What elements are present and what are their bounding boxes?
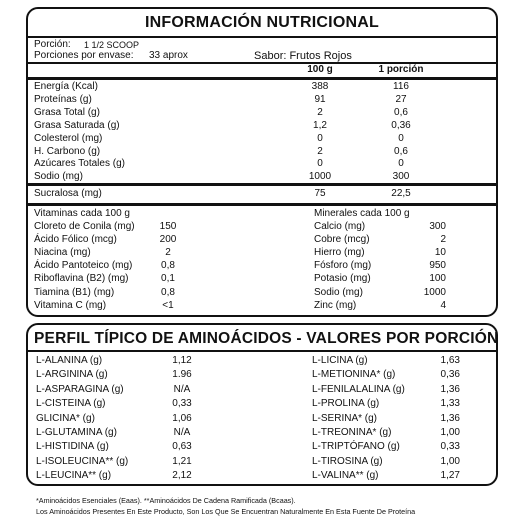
nutrient-value-100g: 0 [317, 158, 323, 170]
nutrient-value-100g: 1,2 [313, 119, 327, 131]
mineral-name: Cobre (mcg) [314, 234, 370, 246]
vitamin-value: <1 [162, 299, 174, 311]
amino-acid-name: L-ASPARAGINA (g) [36, 383, 124, 395]
amino-acid-value: N/A [173, 383, 191, 395]
amino-acid-value: 0,33 [172, 398, 192, 410]
amino-acid-name: L-TREONINA* (g) [312, 427, 392, 438]
column-header-100g: 100 g [307, 64, 333, 75]
macro-bottom-divider [28, 183, 496, 186]
nutrient-value-100g: 388 [311, 81, 329, 92]
mineral-name: Zinc (mg) [314, 299, 357, 311]
serving-value: 1 1/2 SCOOP [84, 40, 140, 50]
vitamin-value: 0,8 [161, 260, 175, 272]
footnote-abbreviations: *Aminoácidos Esenciales (Eaas). **Aminoácidos De Cadena Ramificada (Bcaas). [36, 496, 296, 505]
vitamin-value: 150 [159, 221, 177, 232]
vitamin-name: Ácido Pantoteico (mg) [34, 260, 133, 272]
nutrient-name: Colesterol (mg) [34, 132, 103, 144]
amino-acid-value: 1,36 [440, 383, 460, 395]
title-divider [28, 36, 496, 38]
vitamin-name: Vitamina C (mg) [34, 299, 107, 311]
vitamin-name: Tiamina (B1) (mg) [34, 286, 115, 298]
amino-acid-name: L-HISTIDINA (g) [36, 441, 109, 453]
amino-acid-value: N/A [173, 427, 191, 438]
amino-acid-value: 0,33 [440, 441, 460, 453]
nutrient-name: Azúcares Totales (g) [34, 158, 125, 170]
nutrient-value-portion: 0,6 [394, 106, 408, 118]
nutrient-value-portion: 0,36 [391, 119, 411, 131]
amino-acid-name: L-METIONINA* (g) [312, 369, 396, 381]
flavor-label: Sabor: Frutos Rojos [254, 50, 352, 62]
amino-acid-value: 1.96 [172, 369, 192, 381]
amino-acid-name: L-SERINA* (g) [312, 412, 378, 424]
mineral-name: Calcio (mg) [314, 221, 366, 232]
vitamin-name: Niacina (mg) [34, 247, 91, 259]
amino-acid-value: 1,33 [440, 398, 460, 410]
column-header-portion: 1 porción [378, 64, 424, 75]
mineral-name: Sodio (mg) [314, 286, 363, 298]
nutrition-title: INFORMACIÓN NUTRICIONAL [145, 14, 379, 31]
nutrient-name: Energía (Kcal) [34, 81, 98, 92]
nutrient-value-100g: 1000 [308, 171, 332, 183]
amino-acid-value: 1,27 [440, 470, 460, 482]
nutrient-name: Grasa Total (g) [34, 106, 100, 118]
servings-per-container-label: Porciones por envase: [34, 50, 134, 61]
amino-acid-value: 1,12 [172, 355, 192, 366]
vitamin-value: 0,1 [161, 273, 175, 285]
nutrient-name: Proteínas (g) [34, 93, 92, 105]
mineral-value: 100 [429, 273, 446, 285]
amino-acid-name: L-LEUCINA** (g) [36, 470, 112, 482]
nutrient-value-portion: 0 [398, 158, 404, 170]
amino-acid-value: 2,12 [172, 470, 192, 482]
sucralose-portion: 22,5 [391, 188, 411, 199]
vitamins-title: Vitaminas cada 100 g [34, 208, 130, 219]
amino-acid-name: L-CISTEINA (g) [36, 398, 106, 410]
vitamin-name: Ácido Fólico (mcg) [34, 234, 117, 246]
mineral-value: 950 [429, 260, 446, 272]
amino-acid-name: L-TIROSINA (g) [312, 455, 383, 467]
serving-label: Porción: [34, 39, 71, 50]
vitamin-name: Cloreto de Conila (mg) [34, 221, 135, 232]
nutrient-value-portion: 116 [393, 81, 409, 92]
nutrient-value-portion: 0 [398, 132, 404, 144]
sucralose-divider [28, 203, 496, 206]
amino-acid-name: L-ALANINA (g) [36, 355, 103, 366]
mineral-value: 4 [440, 299, 446, 311]
amino-acid-value: 0,63 [172, 441, 192, 453]
mineral-value: 300 [429, 221, 446, 232]
amino-acid-name: GLICINA* (g) [36, 412, 95, 424]
mineral-name: Potasio (mg) [314, 273, 371, 285]
mineral-value: 2 [440, 234, 446, 246]
amino-acid-name: L-GLUTAMINA (g) [36, 427, 117, 438]
amino-acid-name: L-ARGININA (g) [36, 369, 108, 381]
minerals-title: Minerales cada 100 g [314, 208, 410, 219]
nutrient-value-100g: 91 [314, 93, 326, 105]
mineral-name: Hierro (mg) [314, 247, 365, 259]
footnote-natural-source: Los Aminoácidos Presentes En Este Producto, Son Los Que Se Encuentran Naturalmente En Esta Fuente De Proteína [36, 507, 416, 516]
nutrient-name: Grasa Saturada (g) [34, 119, 120, 131]
nutrient-name: H. Carbono (g) [34, 145, 101, 157]
nutrient-value-100g: 0 [317, 132, 323, 144]
nutrient-value-100g: 2 [317, 106, 323, 118]
sucralose-100g: 75 [314, 188, 326, 199]
servings-per-container-value: 33 aprox [149, 50, 188, 61]
amino-acid-name: L-FENILALALINA (g) [312, 383, 405, 395]
vitamin-value: 2 [165, 247, 171, 259]
nutrient-value-portion: 27 [395, 93, 407, 105]
amino-acid-value: 0,36 [440, 369, 460, 381]
mineral-value: 1000 [423, 286, 446, 298]
amino-acid-value: 1,00 [440, 455, 460, 467]
amino-acid-value: 1,06 [172, 412, 192, 424]
nutrient-value-100g: 2 [317, 145, 323, 157]
amino-acid-name: L-PROLINA (g) [312, 398, 380, 410]
vitamin-name: Riboflavina (B2) (mg) [34, 273, 129, 285]
nutrient-value-portion: 300 [392, 171, 410, 183]
amino-acid-value: 1,21 [172, 455, 192, 467]
amino-acid-name: L-VALINA** (g) [312, 470, 379, 482]
amino-title: PERFIL TÍPICO DE AMINOÁCIDOS - VALORES POR PORCIÓN [34, 330, 499, 347]
amino-acid-name: L-LICINA (g) [312, 355, 368, 366]
amino-acid-name: L-TRIPTÓFANO (g) [312, 441, 400, 453]
nutrient-name: Sodio (mg) [34, 171, 83, 183]
amino-acid-value: 1,00 [440, 427, 460, 438]
mineral-name: Fósforo (mg) [314, 260, 372, 272]
amino-acid-name: L-ISOLEUCINA** (g) [36, 455, 129, 467]
amino-acid-value: 1,36 [440, 412, 460, 424]
mineral-value: 10 [434, 247, 446, 259]
sucralose-label: Sucralosa (mg) [34, 188, 102, 199]
amino-acid-value: 1,63 [440, 355, 460, 366]
macro-top-divider [28, 77, 496, 80]
nutrient-value-portion: 0,6 [394, 145, 408, 157]
vitamin-value: 0,8 [161, 286, 175, 298]
amino-title-divider [28, 350, 496, 352]
vitamin-value: 200 [159, 234, 177, 246]
